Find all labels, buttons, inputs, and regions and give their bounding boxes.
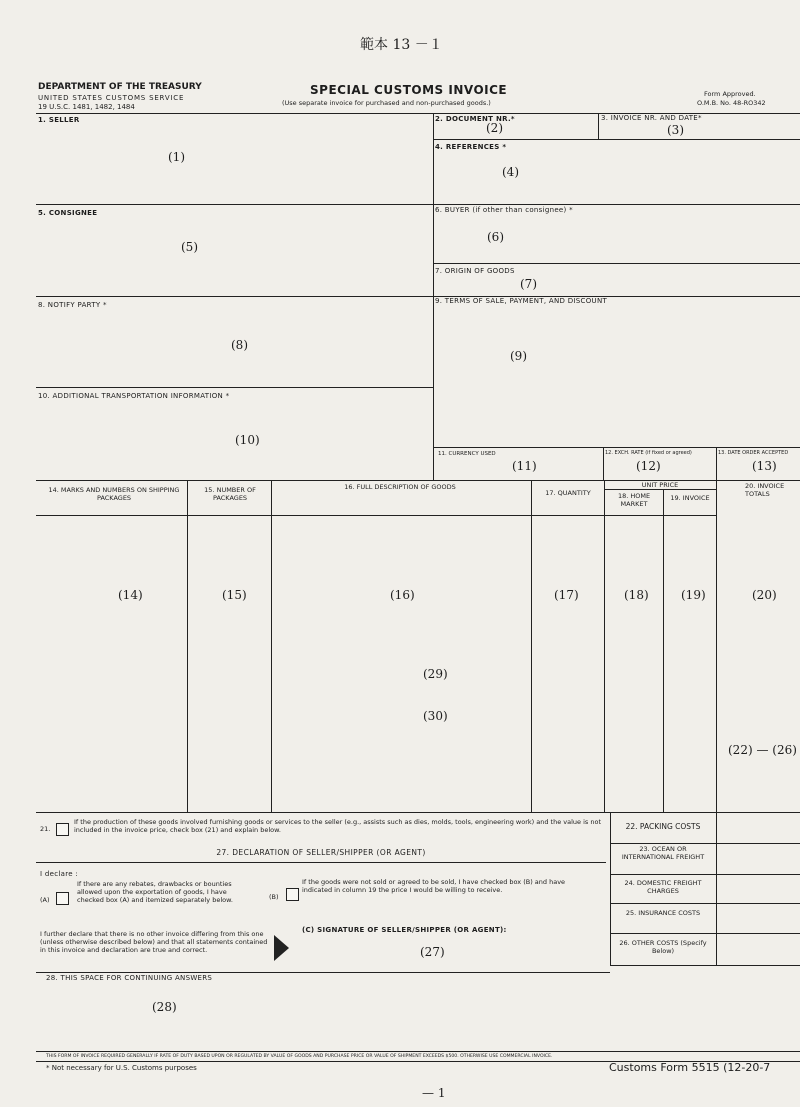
field-number-28: (28) xyxy=(152,1000,177,1014)
omb-number: O.M.B. No. 48-RO342 xyxy=(697,99,766,107)
box-a-checkbox[interactable] xyxy=(56,892,69,905)
field-number-27: (27) xyxy=(420,945,445,959)
other-costs-label: 26. OTHER COSTS (Specify Below) xyxy=(619,939,707,955)
usc-reference: 19 U.S.C. 1481, 1482, 1484 xyxy=(38,103,135,111)
invoice-field-number: (3) xyxy=(667,123,684,137)
signature-label: (C) SIGNATURE OF SELLER/SHIPPER (OR AGENT): xyxy=(302,926,507,934)
origin-field-number: (7) xyxy=(520,277,537,291)
quantity-column-header: 17. QUANTITY xyxy=(545,489,591,497)
description-field-number: (16) xyxy=(390,588,415,602)
declaration-a-text: If there are any rebates, drawbacks or bounties allowed upon the exportation of goods, I have checked box (A) and itemized separately below. xyxy=(77,880,233,904)
box-21-checkbox[interactable] xyxy=(56,823,69,836)
references-label: 4. REFERENCES * xyxy=(435,143,507,151)
references-field-number: (4) xyxy=(502,165,519,179)
insurance-costs-label: 25. INSURANCE COSTS xyxy=(625,909,701,917)
ocean-freight-label: 23. OCEAN OR INTERNATIONAL FREIGHT xyxy=(621,845,705,861)
box-b-label: (B) xyxy=(269,893,279,901)
currency-field-number: (11) xyxy=(512,459,537,473)
item-21-text: If the production of these goods involved furnishing goods or services to the seller (e.g., assists such as dies, molds, tools, engineering work) and the value is not included in the invoice price, check box (21) and explain below. xyxy=(74,818,602,834)
footer-rule-text: THIS FORM OF INVOICE REQUIRED GENERALLY IF RATE OF DUTY BASED UPON OR REGULATED BY VALUE OF GOODS AND PURCHASE PRICE OR VALUE OF SHIPMENT EXCEEDS $500. OTHERWISE USE COMMERCIAL INVOICE. xyxy=(46,1054,553,1059)
department-title: DEPARTMENT OF THE TREASURY xyxy=(38,82,202,92)
form-title: SPECIAL CUSTOMS INVOICE xyxy=(310,83,508,97)
seller-field-number: (1) xyxy=(168,150,185,164)
invoice-price-column-header: 19. INVOICE xyxy=(670,494,710,502)
service-name: UNITED STATES CUSTOMS SERVICE xyxy=(38,94,185,102)
seller-label: 1. SELLER xyxy=(38,116,80,124)
marks-field-number: (14) xyxy=(118,588,143,602)
invoice-label: 3. INVOICE NR. AND DATE* xyxy=(601,114,702,122)
origin-label: 7. ORIGIN OF GOODS xyxy=(435,267,515,275)
form-number: Customs Form 5515 (12-20-7 xyxy=(609,1061,771,1074)
form-approved: Form Approved. xyxy=(704,90,756,98)
marks-column-header: 14. MARKS AND NUMBERS ON SHIPPING PACKAGES xyxy=(48,486,180,502)
box-a-label: (A) xyxy=(40,896,50,904)
exchange-rate-field-number: (12) xyxy=(636,459,661,473)
notify-party-field-number: (8) xyxy=(231,338,248,352)
further-declaration-text: I further declare that there is no other invoice differing from this one (unless otherwise described below) and that all statements contained in this invoice and declaration are true and correct. xyxy=(40,930,268,954)
packages-column-header: 15. NUMBER OF PACKAGES xyxy=(204,486,256,502)
declaration-b-text: If the goods were not sold or agreed to be sold, I have checked box (B) and have indicated in column 19 the price I would be willing to receive. xyxy=(302,878,566,894)
declare-text: I declare : xyxy=(40,870,79,878)
quantity-field-number: (17) xyxy=(554,588,579,602)
domestic-freight-label: 24. DOMESTIC FREIGHT CHARGES xyxy=(624,879,702,895)
form-subtitle: (Use separate invoice for purchased and non-purchased goods.) xyxy=(282,99,491,107)
page-header: 範本 13 －１ xyxy=(360,37,443,53)
document-field-number: (2) xyxy=(486,121,503,135)
field-number-22-26: (22) — (26) xyxy=(728,743,797,757)
item-21-number: 21. xyxy=(40,825,51,833)
date-order-label: 13. DATE ORDER ACCEPTED xyxy=(718,450,789,456)
exchange-rate-label: 12. EXCH. RATE (if fixed or agreed) xyxy=(605,450,692,456)
box-b-checkbox[interactable] xyxy=(286,888,299,901)
buyer-label: 6. BUYER (if other than consignee) * xyxy=(435,206,573,214)
invoice-price-field-number: (19) xyxy=(681,588,706,602)
invoice-totals-field-number: (20) xyxy=(752,588,777,602)
page-number: — 1 xyxy=(422,1086,446,1100)
currency-label: 11. CURRENCY USED xyxy=(438,451,496,457)
buyer-field-number: (6) xyxy=(487,230,504,244)
footnote: * Not necessary for U.S. Customs purposes xyxy=(46,1064,197,1072)
description-column-header: 16. FULL DESCRIPTION OF GOODS xyxy=(344,483,456,491)
declaration-title: 27. DECLARATION OF SELLER/SHIPPER (OR AGENT) xyxy=(216,848,426,857)
consignee-field-number: (5) xyxy=(181,240,198,254)
transport-label: 10. ADDITIONAL TRANSPORTATION INFORMATION * xyxy=(38,392,230,400)
transport-field-number: (10) xyxy=(235,433,260,447)
field-number-30: (30) xyxy=(423,709,448,723)
document-label: 2. DOCUMENT NR.* xyxy=(435,115,515,123)
packages-field-number: (15) xyxy=(222,588,247,602)
home-market-field-number: (18) xyxy=(624,588,649,602)
consignee-label: 5. CONSIGNEE xyxy=(38,209,98,217)
terms-field-number: (9) xyxy=(510,349,527,363)
home-market-column-header: 18. HOME MARKET xyxy=(617,492,651,508)
continuing-answers-label: 28. THIS SPACE FOR CONTINUING ANSWERS xyxy=(46,974,213,982)
date-order-field-number: (13) xyxy=(752,459,777,473)
field-number-29: (29) xyxy=(423,667,448,681)
unit-price-header: UNIT PRICE xyxy=(641,481,679,489)
packing-costs-label: 22. PACKING COSTS xyxy=(625,822,701,831)
notify-party-label: 8. NOTIFY PARTY * xyxy=(38,301,107,309)
signature-arrow-icon xyxy=(274,935,289,961)
invoice-totals-column-header: 20. INVOICE TOTALS xyxy=(745,482,785,498)
terms-label: 9. TERMS OF SALE, PAYMENT, AND DISCOUNT xyxy=(435,297,608,305)
